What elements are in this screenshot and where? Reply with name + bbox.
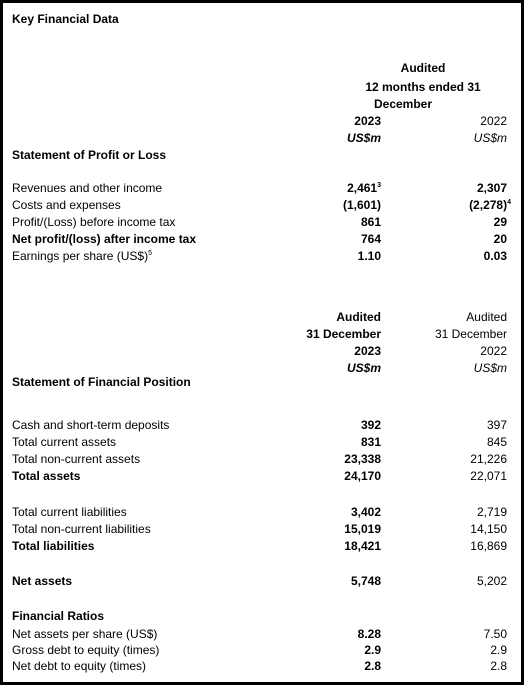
profit-row-value-2022: 20	[493, 232, 507, 246]
profit-header-period: 12 months ended 31	[365, 80, 481, 94]
liability-row-value-2023: 18,421	[344, 539, 381, 553]
profit-row-value-2023: (1,601)	[342, 198, 381, 212]
position-header-date-2022: 31 December	[434, 327, 507, 341]
profit-row-value-2022: 29	[493, 215, 507, 229]
position-header-audited-2022: Audited	[466, 310, 507, 324]
profit-header-period-2: December	[373, 97, 433, 111]
profit-row-label: Net profit/(loss) after income tax	[12, 232, 197, 246]
ratio-row-label: Gross debt to equity (times)	[12, 643, 160, 657]
profit-row-value-2023: 764	[360, 232, 381, 246]
liability-row-label: Total current liabilities	[12, 505, 127, 519]
ratio-row-value-2022: 2.8	[490, 659, 507, 673]
liability-row-label: Total non-current liabilities	[12, 522, 151, 536]
asset-row-value-2022: 397	[486, 418, 507, 432]
profit-header-year-2022: 2022	[480, 114, 507, 128]
asset-row-value-2023: 831	[360, 435, 381, 449]
profit-section-title: Statement of Profit or Loss	[12, 148, 167, 162]
position-header-unit-2023: US$m	[346, 361, 381, 375]
asset-row-label: Total current assets	[12, 435, 117, 449]
position-header-year-2023: 2023	[354, 344, 381, 358]
profit-header-unit-2022: US$m	[473, 131, 507, 145]
asset-row-value-2022: 22,071	[470, 469, 507, 483]
net-assets-label: Net assets	[12, 574, 73, 588]
profit-header-audited: Audited	[400, 61, 446, 75]
ratios-section-title: Financial Ratios	[12, 609, 105, 623]
profit-row-label: Revenues and other income	[12, 181, 163, 195]
profit-header-year-2023: 2023	[354, 114, 381, 128]
ratio-row-label: Net assets per share (US$)	[12, 627, 158, 641]
profit-row-value-2023: 861	[360, 215, 381, 229]
profit-header-unit-2023: US$m	[346, 131, 381, 145]
profit-row-value-2023: 2,461$^3$	[347, 181, 381, 195]
profit-row-value-2023: 1.10	[357, 249, 381, 263]
position-header-unit-2022: US$m	[473, 361, 507, 375]
net-assets-value-2022: 5,202	[476, 574, 507, 588]
liability-row-value-2022: 16,869	[470, 539, 507, 553]
profit-row-value-2022: 0.03	[483, 249, 507, 263]
position-header-audited-2023: Audited	[336, 310, 381, 324]
page-title: Key Financial Data	[12, 12, 119, 26]
position-header-year-2022: 2022	[480, 344, 507, 358]
ratio-row-value-2022: 2.9	[490, 643, 507, 657]
ratio-row-value-2023: 2.9	[364, 643, 381, 657]
profit-row-value-2022: 2,307	[476, 181, 507, 195]
liability-row-value-2022: 14,150	[470, 522, 507, 536]
position-header-date-2023: 31 December	[306, 327, 381, 341]
asset-row-value-2023: 24,170	[344, 469, 381, 483]
ratio-row-value-2022: 7.50	[483, 627, 507, 641]
ratio-row-value-2023: 2.8	[364, 659, 381, 673]
asset-row-value-2022: 845	[486, 435, 507, 449]
liability-row-value-2023: 15,019	[344, 522, 381, 536]
asset-row-value-2023: 23,338	[344, 452, 381, 466]
profit-row-value-2022: $(2,278)^4$	[469, 198, 511, 212]
liability-row-value-2022: 2,719	[476, 505, 507, 519]
liability-row-label: Total liabilities	[12, 539, 95, 553]
asset-row-value-2022: 21,226	[470, 452, 507, 466]
ratio-row-value-2023: 8.28	[357, 627, 381, 641]
net-assets-value-2023: 5,748	[350, 574, 381, 588]
liability-row-value-2023: 3,402	[350, 505, 381, 519]
profit-row-label: Profit/(Loss) before income tax	[12, 215, 176, 229]
asset-row-label: Total non-current assets	[12, 452, 141, 466]
asset-row-label: Cash and short-term deposits	[12, 418, 170, 432]
asset-row-value-2023: 392	[360, 418, 381, 432]
profit-row-label: Earnings per share (US$)$^5$	[12, 249, 152, 263]
ratio-row-label: Net debt to equity (times)	[12, 659, 147, 673]
position-section-title: Statement of Financial Position	[12, 375, 191, 389]
profit-row-label: Costs and expenses	[12, 198, 121, 212]
asset-row-label: Total assets	[12, 469, 81, 483]
